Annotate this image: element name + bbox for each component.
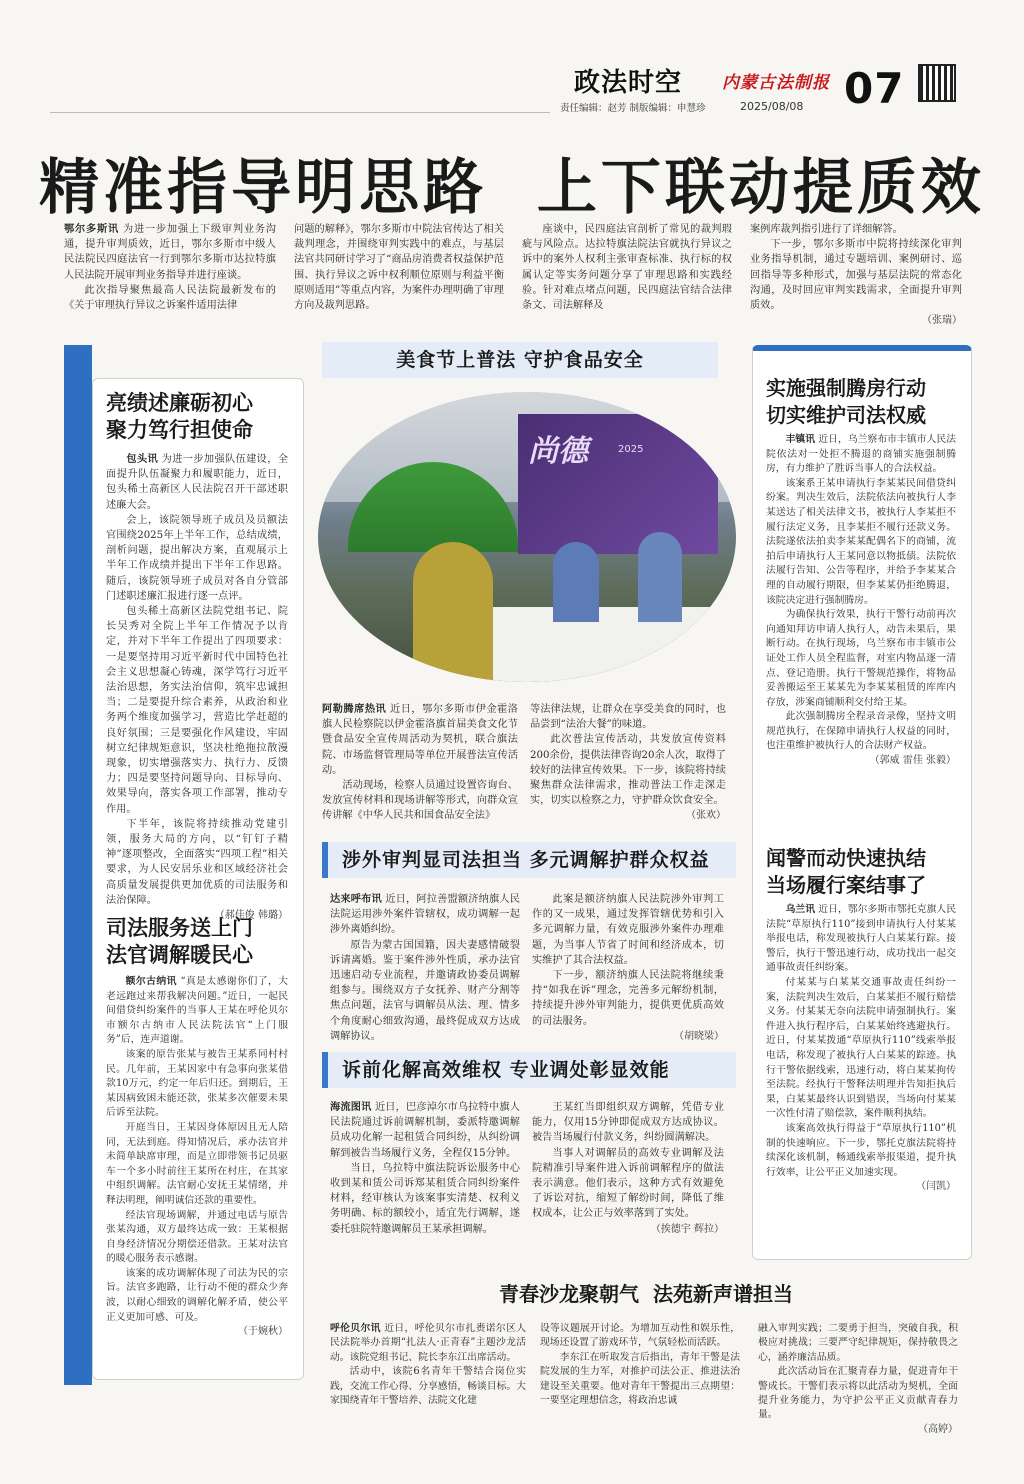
lead-col-2 — [294, 222, 504, 313]
lead-text: 座谈中，民四庭法官剖析了常见的裁判瑕疵与风险点。达拉特旗法院法官就执行异议之诉中的案外人权利主张审查标准、执行标的权属认定等实务问题分享了审理思路和实践经验。针对难点堵点问题，民四庭法官结合法律条文、司法解释及 — [522, 224, 732, 312]
lead-text: 为进一步加强上下级审判业务沟通，提升审判质效，近日，鄂尔多斯市中级人民法院民四庭法官一行到鄂尔多斯市达拉特旗人民法院开展审判业务指导并进行座谈。 — [64, 224, 276, 281]
article-source: 阿勒腾席热讯 — [322, 704, 387, 715]
bottom-col-1: 呼伦贝尔讯 近日，呼伦贝尔市扎赉诺尔区人民法院举办首期“扎法人·正青春”主题沙龙活动。该院党组书记、院长李东江出席活动。 活动中，该院6名青年干警结合岗位实践，交流工作心得、分享感悟，畅谈目标。大家围绕青年干警培养、法院文化建 — [330, 1323, 526, 1407]
masthead-logo: 内蒙古法制报 — [722, 73, 830, 93]
byline: （挨德宇 辉拉） — [650, 1223, 724, 1235]
center-a1-col-1: 阿勒腾席热讯 近日，鄂尔多斯市伊金霍洛旗人民检察院以伊金霍洛旗首届美食文化节暨食品安全宣传周活动为契机，联合旗法院、市场监督管理局等单位开展普法宣传活动。 活动现场，检察人员通过设置咨询台、发放宣传材料和现场讲解等形式，向群众宣传讲解《中华人民共和国食品安全法》 — [322, 704, 518, 822]
section-band-foreign-trial: 涉外审判显司法担当 多元调解护群众权益 — [322, 842, 736, 878]
section-band-food-safety: 美食节上普法 守护食品安全 — [322, 342, 718, 378]
photo-table — [488, 607, 736, 682]
editors-line: 责任编辑：赵芳 制版编辑：申慧珍 — [560, 103, 706, 114]
section-title: 政法时空 — [574, 68, 683, 98]
main-headline: 精准指导明思路 上下联动提质效 — [39, 153, 985, 223]
byline: （郝佳俊 韩璐） — [214, 910, 288, 922]
bottom-col-3: 融入审判实践；二要勇于担当，突破自我，积极应对挑战；三要严守纪律规矩，保持敬畏之心，涵养廉洁品质。 此次活动旨在汇聚青春力量，促进青年干警成长。干警们表示将以此活动为契机，全面提升业务能力，为守护公平正义贡献青春力量。 （高婷） — [758, 1322, 958, 1437]
lead-col-1 — [64, 222, 276, 313]
page-number: 07 — [844, 64, 905, 113]
article-source: 海流图讯 — [330, 1102, 372, 1113]
lead-col-3 — [522, 222, 732, 313]
center-a2-col-1: 达来呼布讯 近日，阿拉善盟额济纳旗人民法院运用涉外案件管辖权，成功调解一起涉外离婚纠纷。 原告为蒙古国国籍，因夫妻感情破裂诉请离婚。鉴于案件涉外性质，承办法官迅速启动专业流程，并邀请政协委员调解组参与。围绕双方子女抚养、财产分割等焦点问题，法官与调解员从法、理、情多个角度耐心细致沟通，最终促成双方达成调解协议。 — [330, 894, 520, 1042]
left-article-1: 亮绩述廉砺初心 聚力笃行担使命 包头讯 为进一步加强队伍建设，全面提升队伍凝聚力和履职能力，近日，包头稀土高新区人民法院召开干部述职述廉大会。 会上，该院领导班子成员及员额法官围绕2025年上半年工作，总结成绩，剖析问题，提出解决方案，直观展示上半年工作成绩并提出下半年工作思路。随后，该院领导班子成员对各自分管部门述职述廉汇报进行逐一点评。 包头稀土高新区法院党组书记、院长吴秀对全院上半年工作情况予以肯定，并对下半年工作提出了四项要求：一是要坚持用习近平新时代中国特色社会主义思想凝心铸魂，深学笃行习近平法治思想，务实法治信仰，筑牢忠诚担当；二是要提升综合素养，从政治和业务两个维度加强学习，营造比学赶超的良好氛围；三是要强化作风建设，牢固树立纪律规矩意识，坚决杜绝拖拉散漫现象，切实增强落实力、执行力、反馈力；四是要坚持问题导向、目标导向、效果导向，落实各项工作部署，推动专作用。 下半年，该院将持续推动党建引领，服务大局的方向，以“钉钉子精神”逐项整改，全面落实“四项工程”相关要求，为人民安居乐业和区域经济社会高质量发展提供更加优质的司法服务和法治保障。 （郝佳俊 韩璐） — [106, 390, 288, 923]
photo-person-left — [413, 542, 493, 682]
article-title: 亮绩述廉砺初心 聚力笃行担使命 — [106, 391, 253, 442]
section-band-mediation: 诉前化解高效维权 专业调处彰显效能 — [322, 1052, 736, 1088]
article-source: 乌兰讯 — [785, 904, 816, 915]
article-source: 额尔古纳讯 — [125, 976, 177, 987]
byline: （张欢） — [686, 810, 726, 822]
center-a1-col-2: 等法律法规，让群众在享受美食的同时，也品尝到“法治大餐”的味道。 此次普法宣传活动，共发放宣传资料200余份，提供法律咨询20余人次，取得了较好的法律宣传效果。下一步，该院将持续聚焦群众法律需求，推动普法工作走深走实，切实以检察之力，守护群众饮食安全。 （张欢） — [530, 702, 726, 824]
right-article-2: 闻警而动快速执结 当场履行案结事了 乌兰讯 近日，鄂尔多斯市鄂托克旗人民法院“草原执行110”接到申请执行人付某某举报电话，称发现被执行人白某某行踪。接警后，执行干警迅速行动，成功找出一起交通事故责任纠纷案。 付某某与白某某交通事故责任纠纷一案，法院判决生效后，白某某拒不履行赔偿义务。付某某无奈向法院申请强制执行。案件进入执行程序后，白某某始终逃避执行。近日，付某某拨通“草原执行110”线索举报电话，称发现了被执行人白某某的踪迹。执行干警依据线索，迅速行动，将白某某拘传至法院。经执行干警释法明理并告知拒执后果，白某某最终认识到错误，当场向付某某一次性付清了赔偿款，案件顺利执结。 该案高效执行得益于“草原执行110”机制的快速响应。下一步，鄂托克旗法院将持续深化该机制，畅通线索举报渠道，提升执行效率，让公平正义加速实现。 （闫凯） — [766, 845, 956, 1195]
photo-sign-year: 2025 — [618, 444, 644, 455]
photo-sign-text: 尚德 — [528, 434, 588, 469]
byline: （于婉秋） — [238, 1326, 288, 1338]
left-accent-strip — [64, 345, 92, 1385]
article-title: 司法服务送上门 法官调解暖民心 — [106, 916, 253, 967]
lead-text: 案例库裁判指引进行了详细解答。 — [750, 224, 903, 235]
byline: （高婷） — [918, 1423, 958, 1435]
byline: （闫凯） — [916, 1181, 956, 1193]
byline: （张瑞） — [922, 315, 962, 327]
article-title: 实施强制腾房行动 切实维护司法权威 — [766, 376, 926, 427]
news-photo — [318, 392, 736, 682]
page-header — [560, 62, 1020, 112]
article-source: 包头讯 — [126, 454, 159, 465]
lead-col-4 — [750, 222, 962, 328]
center-a2-col-2: 此案是额济纳旗人民法院涉外审判工作的又一成果，通过发挥管辖优势和引入多元调解力量，有效克服涉外案件办理难题，为当事人节省了时间和经济成本，切实维护了其合法权益。 下一步，额济纳旗人民法院将继续秉持“如我在诉”理念，完善多元解纷机制，持续提升涉外审判能力，提供更优质高效的司法服务。 （胡晓梁） — [532, 892, 724, 1044]
article-source: 丰镇讯 — [785, 434, 816, 445]
left-article-2: 司法服务送上门 法官调解暖民心 额尔古纳讯 “真是太感谢你们了，大老远跑过来帮我解决问题。”近日，一起民间借贷纠纷案件的当事人王某在呼伦贝尔市额尔古纳市人民法院法官“上门服务”后，连声道谢。 该案的原告张某与被告王某系同村村民。几年前，王某因家中有急事向张某借款10万元，约定一年后归还。到期后，王某因病致困未能还款，张某多次催要未果后诉至法院。 开庭当日，王某因身体原因且无人陪同，无法到庭。得知情况后，承办法官并未简单缺席审理，而是立即带领书记员驱车一个多小时前往王某所在村庄，在其家中组织调解。法官耐心安抚王某情绪，并释法明理，阐明诚信还款的重要性。 经法官现场调解，并通过电话与原告张某沟通，双方最终达成一致：王某根据自身经济情况分期偿还借款。王某对法官的暖心服务表示感谢。 该案的成功调解体现了司法为民的宗旨。法官多跑路，让行动不便的群众少奔波，以耐心细致的调解化解矛盾，使公平正义更加可感、可及。 （于婉秋） — [106, 915, 288, 1340]
right-article-1: 实施强制腾房行动 切实维护司法权威 丰镇讯 近日，乌兰察布市丰镇市人民法院依法对一处拒不腾退的商铺实施强制腾房，有力维护了胜诉当事人的合法权益。 该案系王某申请执行李某某民间借贷纠纷案。判决生效后，法院依法向被执行人李某送达了相关法律文书，被执行人李某拒不履行法定义务，且李某拒不履行还款义务。法院遂依法拍卖李某某配偶名下的商铺，流拍后申请执行人王某同意以物抵债。法院依法履行告知、公告等程序，并给予李某某合理的自动履行期限，但李某某仍拒绝腾退，该院决定进行强制腾房。 为确保执行效果，执行干警行动前再次向通知拜访申请人执行人，动告未果后，果断行动。在执行现场，乌兰察布市丰镇市公证处工作人员全程监督，对室内物品逐一清点、登记造册。执行干警规范操作，将物品妥善搬运至王某某先为李某某租赁的库库内存放，涉案商铺顺利交付给王某。 此次强制腾房全程录音录像，坚持文明规范执行，在保障申请执行人权益的同时，也注重维护被执行人的合法财产权益。 （郭威 雷佳 张毅） — [766, 375, 956, 769]
lead-text: 此次指导聚焦最高人民法院最新发布的《关于审理执行异议之诉案件适用法律 — [64, 284, 276, 312]
lead-text: 问题的解释》，鄂尔多斯市中院法官传达了相关裁判理念，并围绕审判实践中的难点，与基层法官共同研讨学习了“商品房消费者权益保护范围、执行异议之诉中权利顺位原则与利益平衡原则适用”等重点内容，为案件办理明确了审理方向及裁判思路。 — [294, 224, 504, 312]
bottom-article-title: 青春沙龙聚朝气 法苑新声谱担当 — [499, 1282, 793, 1306]
photo-person-right — [638, 532, 682, 622]
photo-person-mid — [553, 542, 599, 622]
article-title: 闻警而动快速执结 当场履行案结事了 — [766, 846, 926, 897]
qr-code-icon — [920, 66, 954, 100]
center-a3-col-2: 王某红当即组织双方调解，凭借专业能力，仅用15分钟即促成双方达成协议。被告当场履行付款义务，纠纷圆满解决。 当事人对调解员的高效专业调解及法院精准引导案件进入诉前调解程序的做法表示满意。他们表示，这种方式有效避免了诉讼对抗，缩短了解纷时间，降低了维权成本，让公正与效率落到了实处。 （挨德宇 辉拉） — [532, 1100, 724, 1237]
lead-source: 鄂尔多斯讯 — [64, 224, 119, 235]
byline: （郭威 雷佳 张毅） — [869, 755, 956, 767]
center-a3-col-1: 海流图讯 近日，巴彦淖尔市乌拉特中旗人民法院通过诉前调解机制，委派特邀调解员成功化解一起租赁合同纠纷，从纠纷调解到被告当场履行义务，全程仅15分钟。 当日，乌拉特中旗法院诉讼服务中心收到某和赁公司诉郑某租赁合同纠纷案件材料，经审核认为该案事实清楚、权利义务明确、标的额较小，适宜先行调解，遂委托驻院特邀调解员王某承担调解。 — [330, 1102, 520, 1235]
lead-text: 下一步，鄂尔多斯市中院将持续深化审判业务指导机制，通过专题培训、案例研讨、巡回指导等多种形式，加强与基层法院的常态化沟通，及时回应审判实践需求，全面提升审判质效。 — [750, 239, 962, 312]
byline: （胡晓梁） — [674, 1030, 724, 1042]
article-source: 呼伦贝尔讯 — [330, 1323, 381, 1334]
issue-date: 2025/08/08 — [740, 100, 804, 113]
bottom-col-2: 设等议题展开讨论。为增加互动性和娱乐性，现场还设置了游戏环节，气氛轻松而活跃。 李东江在听取发言后指出，青年干警是法院发展的生力军，对推护司法公正、推进法治建设至关重要。他对青年干警提出三点期望：一要坚定理想信念，将政治忠诚 — [540, 1323, 740, 1407]
header-rule — [50, 112, 550, 113]
article-source: 达来呼布讯 — [330, 894, 382, 905]
